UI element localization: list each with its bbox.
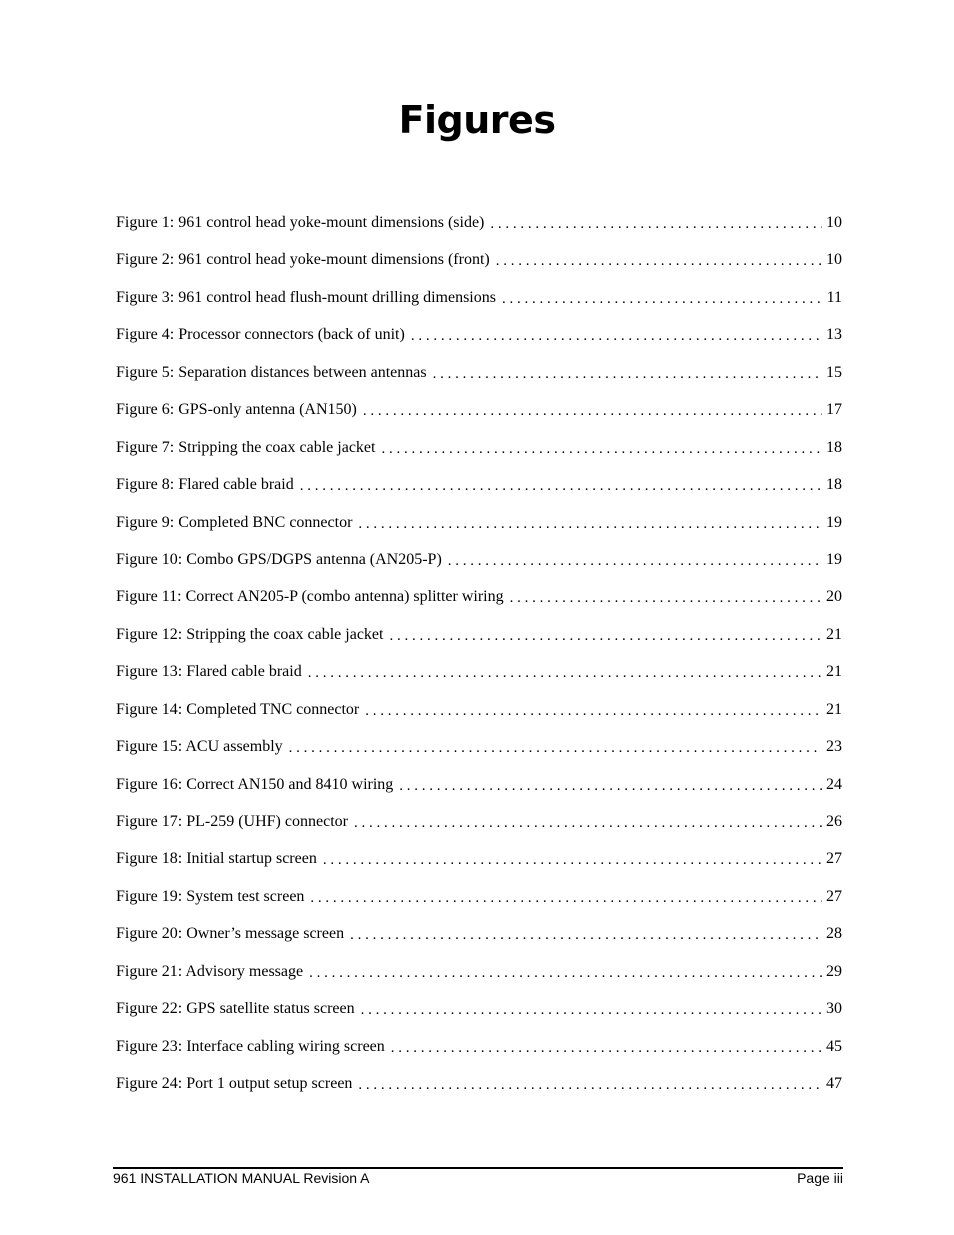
toc-entry-page: 27 bbox=[826, 887, 842, 905]
dot-leader bbox=[354, 811, 822, 834]
toc-entry-label: Figure 13: Flared cable braid bbox=[116, 663, 302, 681]
toc-entry[interactable] bbox=[116, 848, 842, 885]
toc-entry-page: 10 bbox=[826, 251, 842, 269]
toc-entry-page: 21 bbox=[826, 663, 842, 681]
toc-entry-label: Figure 14: Completed TNC connector bbox=[116, 700, 360, 718]
toc-entry[interactable] bbox=[116, 923, 842, 960]
toc-entry[interactable] bbox=[116, 586, 842, 623]
dot-leader bbox=[323, 848, 822, 871]
footer-manual-title: 961 INSTALLATION MANUAL Revision A bbox=[113, 1170, 370, 1186]
toc-entry[interactable] bbox=[116, 624, 842, 661]
toc-entry-page: 21 bbox=[826, 700, 842, 718]
toc-entry-page: 28 bbox=[826, 925, 842, 943]
dot-leader bbox=[365, 699, 822, 722]
toc-entry[interactable] bbox=[116, 1036, 842, 1073]
toc-entry-label: Figure 8: Flared cable braid bbox=[116, 476, 294, 494]
toc-entry[interactable] bbox=[116, 811, 842, 848]
dot-leader bbox=[448, 549, 822, 572]
toc-entry[interactable] bbox=[116, 287, 842, 324]
dot-leader bbox=[310, 886, 822, 909]
toc-entry-page: 10 bbox=[826, 214, 842, 231]
dot-leader bbox=[361, 998, 822, 1021]
toc-entry[interactable] bbox=[116, 249, 842, 286]
toc-entry-page: 23 bbox=[826, 738, 842, 756]
dot-leader bbox=[389, 624, 822, 647]
toc-entry-label: Figure 6: GPS-only antenna (AN150) bbox=[116, 401, 357, 419]
toc-entry-page: 29 bbox=[826, 962, 842, 980]
toc-entry-label: Figure 10: Combo GPS/DGPS antenna (AN205-P) bbox=[116, 550, 442, 568]
toc-entry-page: 19 bbox=[826, 550, 842, 568]
toc-entry-page: 20 bbox=[826, 588, 842, 606]
toc-entry[interactable] bbox=[116, 474, 842, 511]
toc-entry[interactable] bbox=[116, 324, 842, 361]
page-footer bbox=[113, 1169, 843, 1187]
toc-entry[interactable] bbox=[116, 736, 842, 773]
dot-leader bbox=[358, 512, 822, 535]
toc-entry-label: Figure 4: Processor connectors (back of unit) bbox=[116, 326, 405, 344]
toc-entry[interactable] bbox=[116, 661, 842, 698]
toc-entry-label: Figure 17: PL-259 (UHF) connector bbox=[116, 813, 348, 830]
dot-leader bbox=[496, 249, 822, 272]
footer-page-number: Page iii bbox=[797, 1170, 843, 1186]
toc-entry-page: 24 bbox=[826, 775, 842, 793]
toc-entry-page: 30 bbox=[826, 1000, 842, 1018]
dot-leader bbox=[399, 774, 822, 797]
toc-entry-page: 47 bbox=[826, 1075, 842, 1093]
toc-entry-page: 27 bbox=[826, 850, 842, 868]
toc-entry[interactable] bbox=[116, 699, 842, 736]
dot-leader bbox=[300, 474, 822, 497]
toc-entry-page: 11 bbox=[826, 288, 842, 306]
toc-entry-page: 15 bbox=[826, 363, 842, 381]
toc-entry-page: 45 bbox=[826, 1037, 842, 1055]
dot-leader bbox=[502, 287, 822, 310]
dot-leader bbox=[358, 1073, 822, 1096]
toc-entry-page: 21 bbox=[826, 625, 842, 643]
dot-leader bbox=[350, 923, 822, 946]
page-title: Figures bbox=[398, 98, 556, 142]
dot-leader bbox=[381, 437, 822, 460]
toc-entry[interactable] bbox=[116, 886, 842, 923]
toc-entry-label: Figure 22: GPS satellite status screen bbox=[116, 1000, 355, 1018]
dot-leader bbox=[391, 1036, 822, 1059]
toc-entry-page: 26 bbox=[826, 813, 842, 830]
toc-entry-label: Figure 21: Advisory message bbox=[116, 962, 304, 980]
toc-entry-label: Figure 11: Correct AN205-P (combo antenna) splitter wiring bbox=[116, 588, 504, 606]
toc-entry-label: Figure 15: ACU assembly bbox=[116, 738, 283, 756]
toc-entry-label: Figure 12: Stripping the coax cable jacket bbox=[116, 625, 384, 643]
dot-leader bbox=[411, 324, 822, 347]
dot-leader bbox=[309, 961, 822, 984]
dot-leader bbox=[433, 362, 822, 385]
toc-entry-page: 18 bbox=[826, 476, 842, 494]
toc-entry[interactable] bbox=[116, 362, 842, 399]
toc-entry[interactable] bbox=[116, 549, 842, 586]
toc-entry-page: 18 bbox=[826, 438, 842, 456]
figures-list bbox=[116, 212, 842, 1111]
toc-entry-label: Figure 1: 961 control head yoke-mount dimensions (side) bbox=[116, 214, 485, 231]
toc-entry-label: Figure 7: Stripping the coax cable jacket bbox=[116, 438, 376, 456]
toc-entry-label: Figure 3: 961 control head flush-mount drilling dimensions bbox=[116, 288, 496, 306]
toc-entry-label: Figure 2: 961 control head yoke-mount dimensions (front) bbox=[116, 251, 490, 269]
dot-leader bbox=[308, 661, 822, 684]
toc-entry-label: Figure 9: Completed BNC connector bbox=[116, 513, 353, 531]
toc-entry[interactable] bbox=[116, 512, 842, 549]
toc-entry-page: 19 bbox=[826, 513, 842, 531]
dot-leader bbox=[363, 399, 822, 422]
toc-entry-label: Figure 5: Separation distances between antennas bbox=[116, 363, 427, 381]
toc-entry[interactable] bbox=[116, 1073, 842, 1110]
dot-leader bbox=[289, 736, 822, 759]
toc-entry[interactable] bbox=[116, 998, 842, 1035]
toc-entry[interactable] bbox=[116, 212, 842, 249]
toc-entry-label: Figure 19: System test screen bbox=[116, 887, 305, 905]
toc-entry[interactable] bbox=[116, 437, 842, 474]
dot-leader bbox=[510, 586, 822, 609]
toc-entry-label: Figure 24: Port 1 output setup screen bbox=[116, 1075, 353, 1093]
dot-leader bbox=[490, 212, 822, 235]
toc-entry[interactable] bbox=[116, 399, 842, 436]
toc-entry-label: Figure 18: Initial startup screen bbox=[116, 850, 317, 868]
toc-entry-page: 13 bbox=[826, 326, 842, 344]
toc-entry[interactable] bbox=[116, 961, 842, 998]
toc-entry-page: 17 bbox=[826, 401, 842, 419]
toc-entry-label: Figure 20: Owner’s message screen bbox=[116, 925, 345, 943]
toc-entry-label: Figure 16: Correct AN150 and 8410 wiring bbox=[116, 775, 394, 793]
toc-entry[interactable] bbox=[116, 774, 842, 811]
toc-entry-label: Figure 23: Interface cabling wiring screen bbox=[116, 1037, 385, 1055]
